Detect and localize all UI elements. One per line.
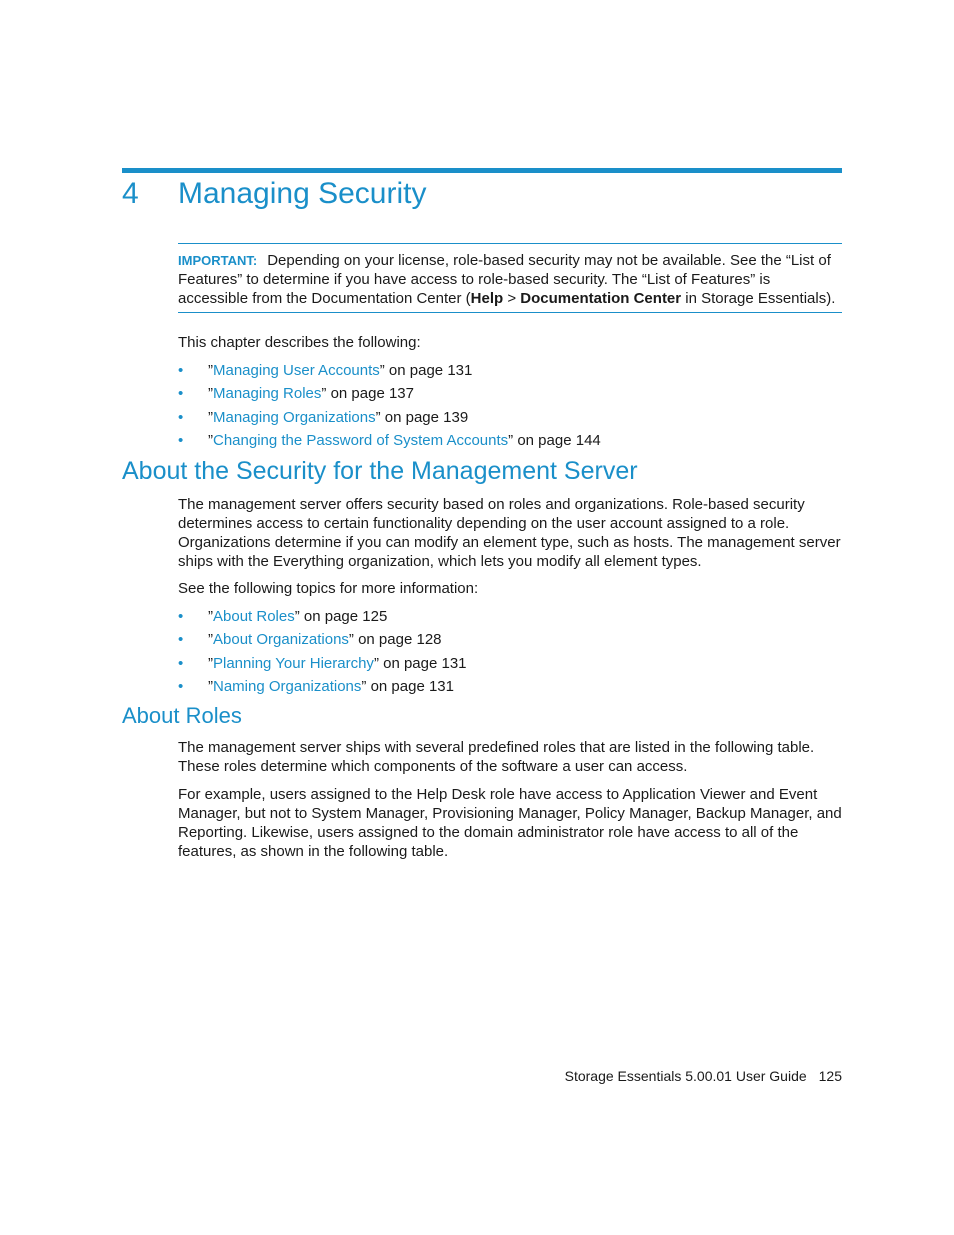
list-item	[178, 607, 842, 630]
bullet: •	[178, 408, 184, 426]
quote: ”	[208, 385, 213, 403]
bullet: •	[178, 362, 184, 379]
chapter-number: 4	[122, 177, 139, 210]
quote: ”	[208, 631, 213, 649]
quote: ”	[208, 431, 213, 449]
page-ref: ” on page 137	[321, 385, 414, 403]
bullet: •	[178, 677, 184, 695]
page-ref: ” on page 144	[508, 431, 601, 449]
important-text-end: in Storage Essentials).	[681, 290, 836, 307]
link-managing-roles[interactable]: Managing Roles	[213, 385, 322, 403]
quote: ”	[208, 654, 213, 672]
page-ref: ” on page 131	[361, 677, 454, 695]
page-ref: ” on page 131	[373, 654, 467, 672]
chapter-heading	[122, 174, 426, 214]
quote: ”	[208, 608, 213, 625]
link-changing-password[interactable]: Changing the Password of System Accounts	[213, 431, 509, 449]
list-item	[178, 384, 842, 407]
roles-paragraph-1: The management server ships with several predefined roles that are listed in the following table. These roles determine which components of the software a user can access.	[178, 739, 815, 775]
section-heading-security: About the Security for the Management Server	[122, 457, 638, 485]
section-topics-list	[178, 607, 842, 700]
quote: ”	[208, 362, 213, 379]
chapter-title: Managing Security	[178, 177, 427, 210]
page-ref: ” on page 125	[294, 608, 388, 625]
important-top-rule	[178, 243, 842, 244]
chapter-top-rule	[122, 168, 842, 173]
important-note	[178, 251, 842, 308]
quote: ”	[208, 408, 213, 426]
roles-paragraph-2: For example, users assigned to the Help Desk role have access to Application Viewer and Event Manager, but not to System Manager, Provisioning Manager, Policy Manager, Backup Manager, and Reporting. Likewise, users assigned to the domain administrator role have access to all of the features, as shown in the following table.	[178, 786, 842, 860]
list-item	[178, 677, 842, 700]
important-label: IMPORTANT:	[178, 253, 258, 268]
page-ref: ” on page 128	[348, 631, 442, 649]
bullet: •	[178, 431, 184, 449]
list-item	[178, 654, 842, 677]
intro-paragraph: This chapter describes the following:	[178, 334, 421, 351]
documentation-center-ref: Documentation Center	[520, 290, 682, 307]
list-item	[178, 630, 842, 653]
link-managing-organizations[interactable]: Managing Organizations	[213, 408, 376, 426]
help-menu-ref: Help	[470, 290, 504, 307]
list-item	[178, 361, 842, 384]
important-bottom-rule	[178, 312, 842, 313]
page-ref: ” on page 139	[375, 408, 469, 426]
page-ref: ” on page 131	[379, 362, 473, 379]
important-text: Depending on your license, role-based security may not be available. See the “List of Features” to determine if you have access to role-based security. The “List of Features” is accessible from the Documentation Center (	[178, 252, 831, 307]
link-planning-hierarchy[interactable]: Planning Your Hierarchy	[213, 654, 374, 672]
see-topics-paragraph: See the following topics for more information:	[178, 580, 479, 597]
section-heading-about-roles: About Roles	[122, 703, 242, 728]
bullet: •	[178, 385, 184, 403]
chapter-topics-list	[178, 361, 842, 454]
link-managing-user-accounts[interactable]: Managing User Accounts	[213, 362, 380, 379]
bullet: •	[178, 631, 184, 649]
list-item	[178, 431, 842, 454]
footer-title: Storage Essentials 5.00.01 User Guide	[564, 1068, 807, 1084]
link-naming-organizations[interactable]: Naming Organizations	[213, 677, 362, 695]
link-about-organizations[interactable]: About Organizations	[213, 631, 349, 649]
page-footer	[565, 1067, 842, 1085]
menu-separator: >	[503, 290, 521, 307]
security-paragraph: The management server offers security based on roles and organizations. Role-based security determines access to certain functionality depending on the user account assigned to a role. Organizations determine if you can modify an element type, such as hosts. The management server ships with the Everything organization, which lets you modify all element types.	[178, 496, 841, 570]
bullet: •	[178, 654, 184, 672]
page-number: 125	[818, 1068, 842, 1084]
bullet: •	[178, 608, 184, 625]
list-item	[178, 408, 842, 431]
quote: ”	[208, 677, 213, 695]
link-about-roles[interactable]: About Roles	[213, 608, 295, 625]
